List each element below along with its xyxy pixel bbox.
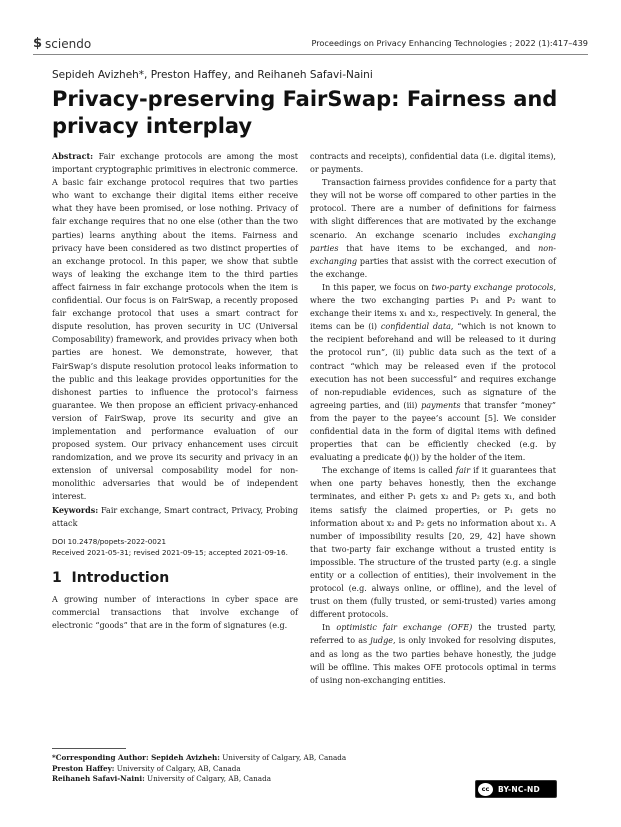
received-dates: Received 2021-05-31; revised 2021-09-15; accepted 2021-09-16. <box>52 547 288 557</box>
p2-mid: that have items to be exchanged, and <box>346 243 531 253</box>
abstract-label: Abstract: <box>52 151 94 161</box>
p3-em-two-party: two-party exchange protocols <box>431 282 554 292</box>
license-text: BY-NC-ND <box>498 784 540 794</box>
doi: DOI 10.2478/popets-2022-0021 <box>52 536 167 546</box>
intro-paragraph: A growing number of interactions in cyber space are commercial transactions that involve exchange of electronic “goods” that are in the form of signatures (e.g. <box>52 594 298 630</box>
p3-c: , “which is not known to the recipient beforehand and will be released to it during the protocol run”, (ii) public data such as the text of a contract “which may be released even if the protocol execution has not been successful” and requires exchange of non-repudiable evidences, such as signature of the agreeing parties, and (iii) <box>310 322 557 410</box>
p5-c: , is only invoked for resolving disputes, and as long as the two parties behave honestly, the judge will be offline. This makes OFE protocols optimal in terms of using non-exchanging entities. <box>310 636 557 685</box>
p3-em-payments: payments <box>421 400 461 410</box>
section-heading <box>52 569 298 586</box>
footnote-name: Sepideh Avizheh: <box>151 753 220 762</box>
p3-a: In this paper, we focus on <box>322 282 429 292</box>
footnote-rule <box>52 748 126 749</box>
publisher-name: sciendo <box>45 36 92 51</box>
p5-b: the trusted party, referred to as <box>310 623 556 646</box>
p4-em-fair: fair <box>455 466 471 476</box>
publisher-logo <box>33 36 91 51</box>
footnote-affiliation: University of Calgary, AB, Canada <box>222 753 347 762</box>
p4-b: if it guarantees that when one party behaves honestly, then the exchange terminates, and either P₁ gets x₂ and P₂ gets x₁, and both items satisfy the claimed properties, or P₁ gets no information about x₂ and P₂ gets no information about x₁. A number of impossibility results [20, 29, 42] have shown that two-party fair exchange without a trusted entity is impossible. The structure of the trusted party (e.g. a single entity or a collection of entities), their involvement in the protocol (e.g. always online, or offline), and the level of trust on them (fully trusted, or semi-trusted) varies among different protocols. <box>310 466 557 620</box>
p2-text: Transaction fairness provides confidence for a party that they will not be worse off compared to other parties in the protocol. There are a number of definitions for fairness with slight differences that are motivated by the exchange scenario. An exchange scenario includes <box>310 178 556 240</box>
license-badge[interactable] <box>475 780 557 798</box>
footnote-affiliation: University of Calgary, AB, Canada <box>116 763 241 773</box>
footnote-author-2 <box>52 764 302 775</box>
p4-a: The exchange of items is called <box>322 466 453 476</box>
paragraph-fair-exchange <box>310 464 556 621</box>
author-list: Sepideh Avizheh*, Preston Haffey, and Reihaneh Safavi-Naini <box>52 69 373 81</box>
p5-em-judge: judge <box>370 636 393 646</box>
abstract-text: Fair exchange protocols are among the most important cryptographic primitives in electronic commerce. A basic fair exchange protocol requires that two parties who want to exchange their digital items either receive what they have been promised, or lose nothing. Privacy of fair exchange requires that no one else (other than the two parties) learns anything about the items. Fairness and privacy have been considered as two distinct properties of an exchange protocol. In this paper, we show that subtle ways of leaking the exchange item to the third parties affect fairness in fair exchange protocols when the item is confidential. Our focus is on FairSwap, a recently proposed fair exchange protocol that uses a smart contract for dispute resolution, has proven security in UC (Universal Composability) framework, and provides privacy when both parties are honest. We demonstrate, however, that FairSwap’s dispute resolution protocol leaks information to the public and this leakage provides opportunities for the dishonest parties to influence the protocol’s fairness guarantee. We then propose an efficient privacy-enhanced version of FairSwap, prove its security and give an implementation and performance evaluation of our proposed system. Our privacy enhancement uses circuit randomization, and we prove its security and privacy in an extension of universal composability model for non-monolithic adversaries that would be of independent interest. <box>52 152 298 502</box>
p2-em-nonexchanging: non-exchanging <box>310 243 557 266</box>
p2-em-exchanging: exchanging parties <box>310 230 557 253</box>
keywords-text: Fair exchange, Smart contract, Privacy, Probing attack <box>52 505 298 528</box>
p2-end: parties that assist with the correct execution of the exchange. <box>310 256 557 279</box>
footnotes <box>52 753 347 785</box>
journal-citation: Proceedings on Privacy Enhancing Technologies ; 2022 (1):417–439 <box>311 38 588 48</box>
paper-title: Privacy-preserving FairSwap: Fairness and privacy interplay <box>52 87 558 138</box>
left-column <box>52 150 298 632</box>
footnote-affiliation: University of Calgary, AB, Canada <box>147 774 271 784</box>
keywords-label: Keywords: <box>52 504 99 515</box>
paragraph-ofe <box>310 621 556 686</box>
sciendo-logo-icon: $ <box>33 36 43 51</box>
footnote-author-1 <box>52 753 347 764</box>
footnote-name: Preston Haffey: <box>52 763 115 773</box>
footnote-prefix: *Corresponding Author: <box>52 753 152 762</box>
paragraph-fairness <box>310 176 556 281</box>
page-header <box>33 34 588 55</box>
p3-b: , where the two exchanging parties P₁ and P₂ want to exchange their items x₁ and x₂, respectively. In general, the items can be (i) <box>310 282 556 332</box>
p5-a: In <box>322 623 331 633</box>
section-title: Introduction <box>71 569 170 586</box>
section-number: 1 <box>52 569 62 586</box>
footnote-author-3 <box>52 774 302 785</box>
paragraph-continued: contracts and receipts), confidential data (i.e. digital items), or payments. <box>310 152 556 175</box>
paragraph-focus <box>310 281 556 464</box>
abstract <box>52 150 298 504</box>
keywords <box>52 504 298 530</box>
creative-commons-icon: cc <box>478 783 493 796</box>
p5-em-ofe: optimistic fair exchange (OFE) <box>336 623 473 633</box>
footnote-name: Reihaneh Safavi-Naini: <box>52 774 145 784</box>
article-info <box>52 536 298 558</box>
p3-em-confidential: confidential data <box>380 322 451 332</box>
right-column <box>310 150 556 687</box>
p3-d: that transfer “money” from the payer to the payee’s account [5]. We consider confidential data in the form of digital items with defined properties that can be efficiently checked (e.g. by evaluating a predicate ϕ()) by the holder of the item. <box>310 400 556 463</box>
